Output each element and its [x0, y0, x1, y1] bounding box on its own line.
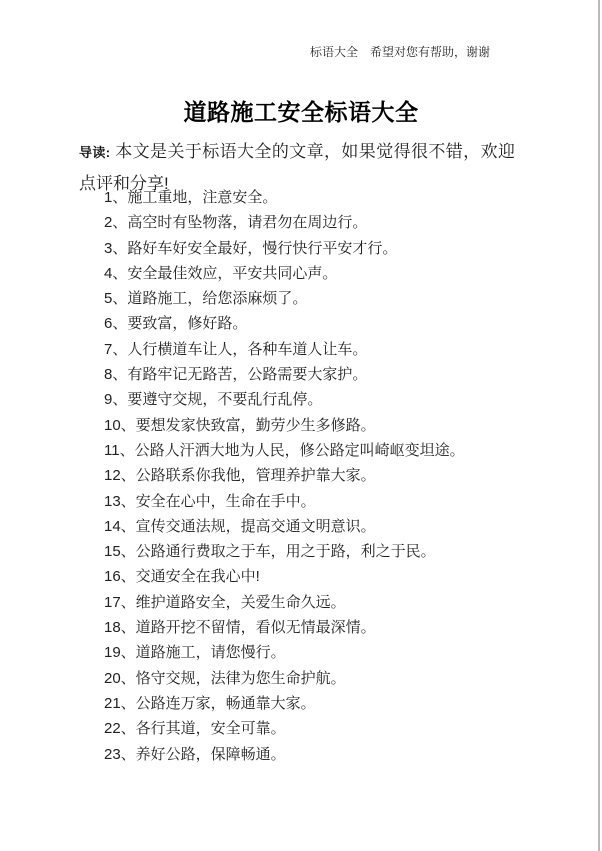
slogan-item: 2、高空时有坠物落，请君勿在周边行。 — [104, 214, 368, 232]
slogan-item: 7、人行横道车让人，各种车道人让车。 — [104, 340, 368, 358]
slogan-item: 23、养好公路，保障畅通。 — [104, 745, 286, 763]
slogan-item: 22、各行其道，安全可靠。 — [104, 720, 286, 738]
slogan-item: 21、公路连万家，畅通靠大家。 — [104, 694, 316, 712]
slogan-item: 9、要遵守交规，不要乱行乱停。 — [104, 391, 323, 409]
slogan-item: 11、公路人汗洒大地为人民，修公路定叫崎岖变坦途。 — [104, 441, 465, 459]
header-note: 标语大全 希望对您有帮助，谢谢 — [309, 45, 490, 59]
slogan-item: 18、道路开挖不留情，看似无情最深情。 — [104, 619, 376, 637]
slogan-item: 17、维护道路安全，关爱生命久远。 — [104, 593, 346, 611]
slogan-item: 16、交通安全在我心中! — [104, 568, 260, 586]
slogan-list — [104, 185, 584, 767]
slogan-item: 15、公路通行费取之于车，用之于路，利之于民。 — [104, 543, 436, 561]
slogan-item: 12、公路联系你我他，管理养护靠大家。 — [104, 467, 376, 485]
slogan-item: 4、安全最佳效应，平安共同心声。 — [104, 264, 338, 282]
slogan-item: 14、宣传交通法规，提高交通文明意识。 — [104, 517, 376, 535]
page-right-edge-line — [598, 0, 600, 851]
intro-label: 导读: — [79, 145, 111, 160]
slogan-item: 13、安全在心中，生命在手中。 — [104, 492, 316, 510]
slogan-item: 1、施工重地，注意安全。 — [104, 189, 278, 206]
intro-text: 本文是关于标语大全的文章，如果觉得很不错，欢迎点评和分享! — [79, 142, 515, 193]
slogan-item: 8、有路牢记无路苦，公路需要大家护。 — [104, 366, 368, 384]
slogan-item: 19、道路施工，请您慢行。 — [104, 644, 286, 662]
slogan-item: 10、要想发家快致富，勤劳少生多修路。 — [104, 416, 376, 434]
slogan-item: 20、恪守交规，法律为您生命护航。 — [104, 669, 346, 687]
slogan-item: 3、路好车好安全最好，慢行快行平安才行。 — [104, 239, 398, 257]
page-title: 道路施工安全标语大全 — [183, 99, 419, 126]
slogan-item: 6、要致富，修好路。 — [104, 315, 248, 333]
slogan-item: 5、道路施工，给您添麻烦了。 — [104, 290, 308, 308]
